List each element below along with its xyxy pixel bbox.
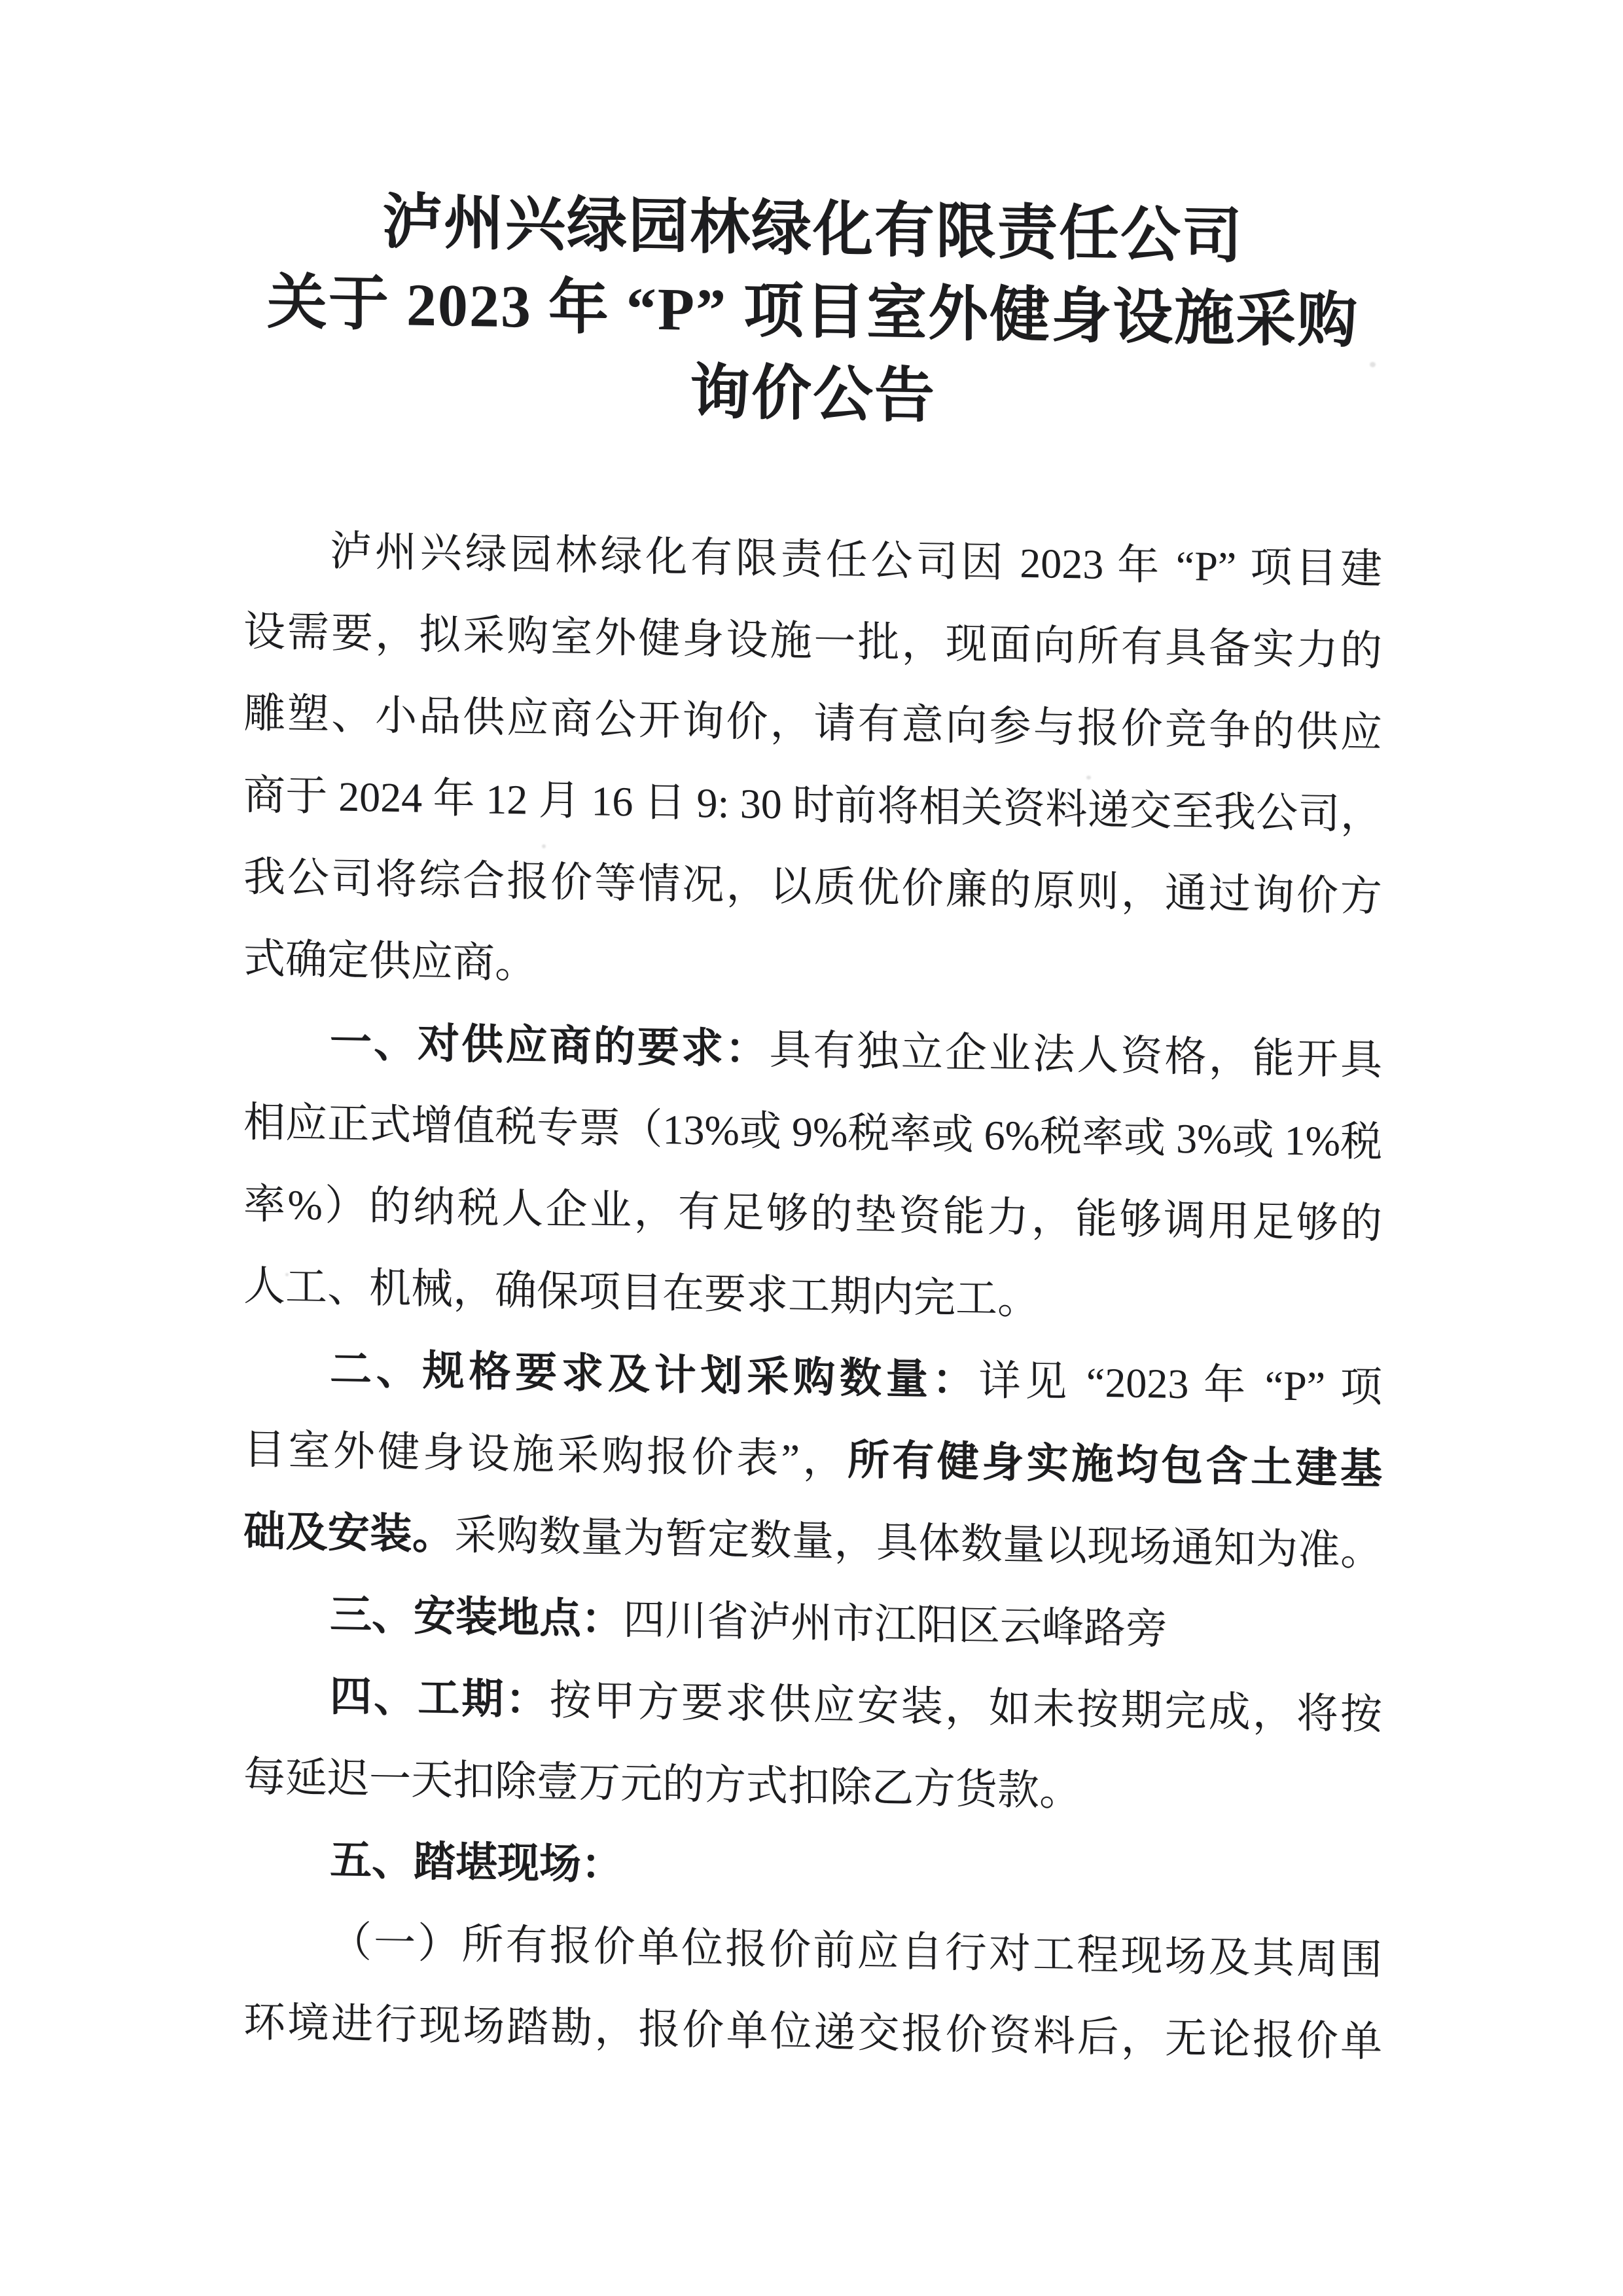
bold-text-segment: 所有健身实施均包含土建基 bbox=[847, 1437, 1383, 1493]
text-segment: 人工、机械，确保项目在要求工期内完工。 bbox=[243, 1263, 1039, 1323]
bold-text-segment: 础及安装。 bbox=[243, 1508, 455, 1558]
text-segment: 率%）的纳税人企业，有足够的垫资能力，能够调用足够的 bbox=[243, 1181, 1382, 1247]
scan-speck bbox=[542, 844, 546, 848]
document-title bbox=[243, 178, 1382, 445]
title-line: 泸州兴绿园林绿化有限责任公司 bbox=[382, 188, 1243, 270]
text-segment: 环境进行现场踏勘，报价单位递交报价资料后，无论报价单 bbox=[243, 1999, 1382, 2066]
bold-text-segment: 五、踏堪现场： bbox=[330, 1837, 623, 1889]
scan-speck bbox=[1086, 776, 1091, 780]
text-segment: 每延迟一天扣除壹万元的方式扣除乙方货款。 bbox=[243, 1753, 1081, 1815]
document-content bbox=[243, 178, 1382, 2083]
bold-text-segment: 一、对供应商的要求： bbox=[330, 1018, 770, 1073]
text-segment: 我公司将综合报价等情况，以质优价廉的原则，通过询价方 bbox=[243, 853, 1382, 920]
title-line: 关于 2023 年 “P” 项目室外健身设施采购 bbox=[266, 268, 1359, 355]
text-segment: 雕塑、小品供应商公开询价，请有意向参与报价竞争的供应 bbox=[243, 690, 1382, 757]
text-segment: 详见 “2023 年 “P” 项 bbox=[978, 1357, 1383, 1411]
text-segment: 采购数量为暂定数量，具体数量以现场通知为准。 bbox=[454, 1511, 1383, 1575]
text-segment: 按甲方要求供应安装，如未按期完成，将按 bbox=[549, 1677, 1383, 1738]
text-segment: （一）所有报价单位报价前应自行对工程现场及其周围 bbox=[330, 1918, 1382, 1984]
text-segment: 泸州兴绿园林绿化有限责任公司因 2023 年 “P” 项目建 bbox=[330, 528, 1382, 593]
scan-speck bbox=[285, 1273, 289, 1276]
text-segment: 四川省泸州市江阳区云峰路旁 bbox=[623, 1596, 1168, 1653]
text-segment: 目室外健身设施采购报价表”， bbox=[243, 1426, 847, 1484]
scan-speck bbox=[1370, 362, 1376, 367]
document-body bbox=[243, 509, 1382, 2083]
text-segment: 式确定供应商。 bbox=[243, 935, 537, 987]
text-segment: 商于 2024 年 12 月 16 日 9: 30 时前将相关资料递交至我公司， bbox=[243, 772, 1382, 838]
text-segment: 相应正式增值税专票（13%或 9%税率或 6%税率或 3%或 1%税 bbox=[243, 1099, 1382, 1166]
bold-text-segment: 四、工期： bbox=[330, 1673, 550, 1724]
bold-text-segment: 三、安装地点： bbox=[330, 1591, 623, 1643]
title-line: 询价公告 bbox=[689, 358, 936, 430]
bold-text-segment: 二、规格要求及计划采购数量： bbox=[330, 1346, 979, 1404]
text-segment: 设需要，拟采购室外健身设施一批，现面向所有具备实力的 bbox=[243, 608, 1382, 675]
text-segment: 具有独立企业法人资格，能开具 bbox=[769, 1026, 1383, 1084]
